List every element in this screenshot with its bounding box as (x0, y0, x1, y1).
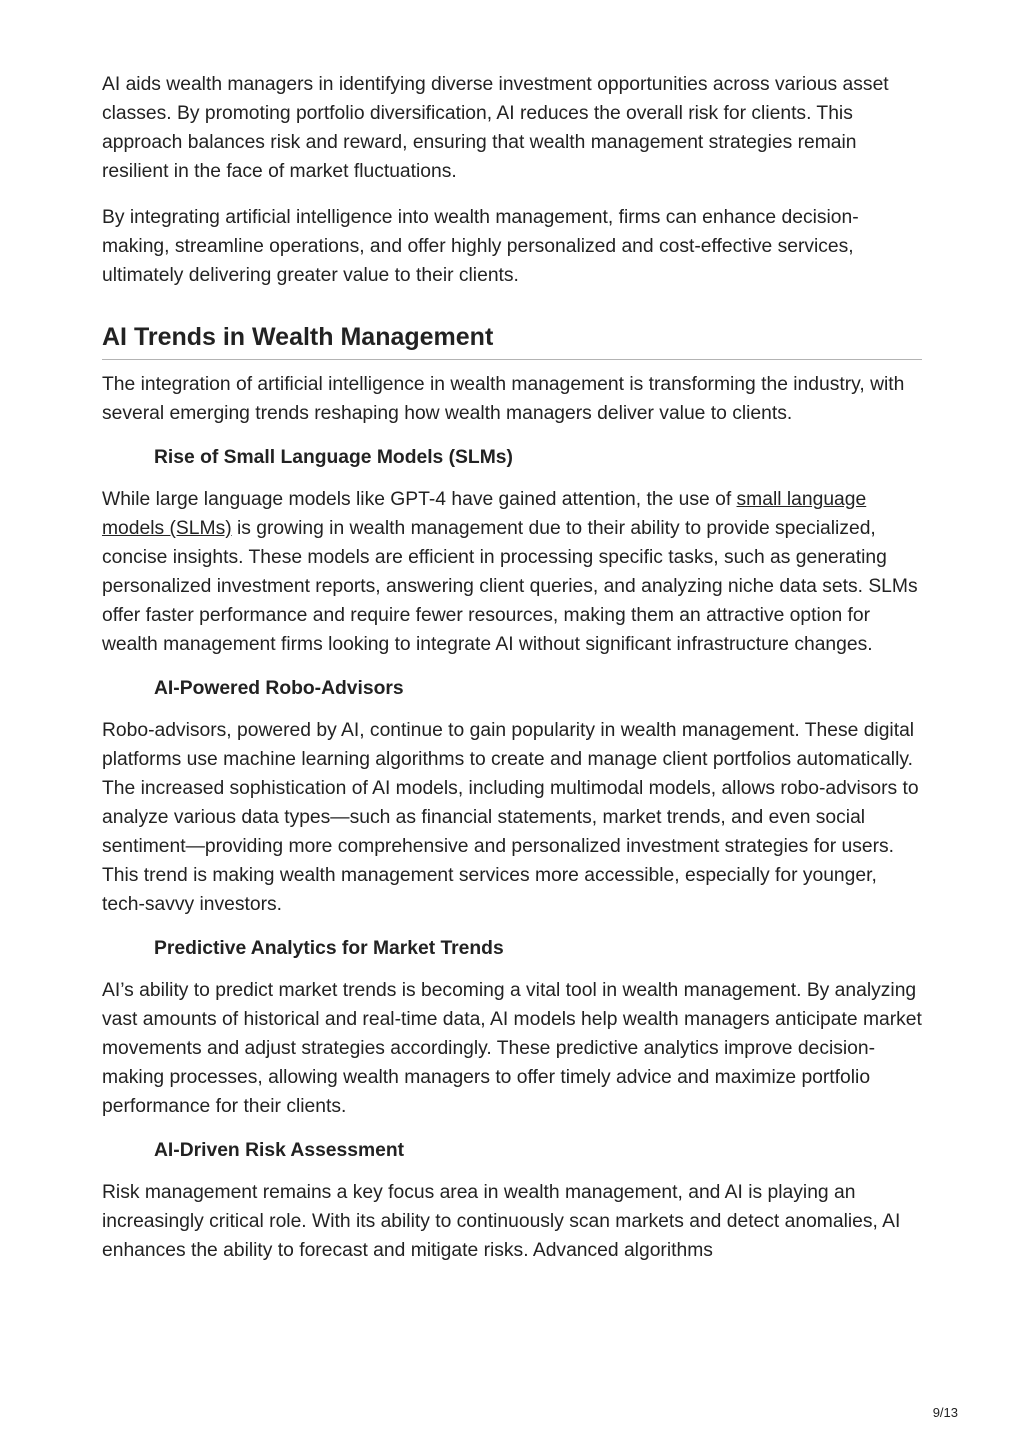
subheading-risk-assessment: AI-Driven Risk Assessment (154, 1140, 405, 1161)
subheading-predictive-analytics: Predictive Analytics for Market Trends (154, 938, 504, 959)
slms-text-before-link: While large language models like GPT-4 have gained attention, the use of (102, 489, 737, 510)
section-heading-ai-trends: AI Trends in Wealth Management (102, 320, 922, 360)
paragraph-slms (102, 485, 922, 659)
paragraph-robo-advisors: Robo-advisors, powered by AI, continue to gain popularity in wealth management. These digital platforms use machine learning algorithms to create and manage client portfolios automatically. The increased sophistication of AI models, including multimodal models, allows robo-advisors to analyze various data types—such as financial statements, market trends, and even social sentiment—providing more comprehensive and personalized investment strategies for users. This trend is making wealth management services more accessible, especially for younger, tech-savvy investors. (102, 720, 919, 915)
paragraph-diversification: AI aids wealth managers in identifying diverse investment opportunities across various asset classes. By promoting portfolio diversification, AI reduces the overall risk for clients. This approach balances risk and reward, ensuring that wealth management strategies remain resilient in the face of market fluctuations. (102, 74, 889, 182)
paragraph-predictive-analytics: AI’s ability to predict market trends is becoming a vital tool in wealth management. By analyzing vast amounts of historical and real-time data, AI models help wealth managers anticipate market movements and adjust strategies accordingly. These predictive analytics improve decision-making processes, allowing wealth managers to offer timely advice and maximize portfolio performance for their clients. (102, 980, 922, 1117)
article-content (102, 70, 922, 1282)
page-number: 9/13 (932, 1405, 958, 1420)
subheading-robo-advisors: AI-Powered Robo-Advisors (154, 678, 404, 699)
paragraph-integration-summary: By integrating artificial intelligence into wealth management, firms can enhance decision-making, streamline operations, and offer highly personalized and cost-effective services, ultimately delivering greater value to their clients. (102, 207, 859, 286)
small-language-models-link[interactable]: small language models (SLMs) (102, 489, 867, 539)
paragraph-risk-assessment: Risk management remains a key focus area in wealth management, and AI is playing an increasingly critical role. With its ability to continuously scan markets and detect anomalies, AI enhances the ability to forecast and mitigate risks. Advanced algorithms (102, 1182, 901, 1261)
slms-text-after-link: is growing in wealth management due to their ability to provide specialized, concise insights. These models are efficient in processing specific tasks, such as generating personalized investment reports, answering client queries, and analyzing niche data sets. SLMs offer faster performance and require fewer resources, making them an attractive option for wealth management firms looking to integrate AI without significant infrastructure changes. (102, 518, 918, 655)
subheading-slms: Rise of Small Language Models (SLMs) (154, 447, 513, 468)
section-intro-paragraph: The integration of artificial intelligence in wealth management is transforming the industry, with several emerging trends reshaping how wealth managers deliver value to clients. (102, 374, 905, 424)
